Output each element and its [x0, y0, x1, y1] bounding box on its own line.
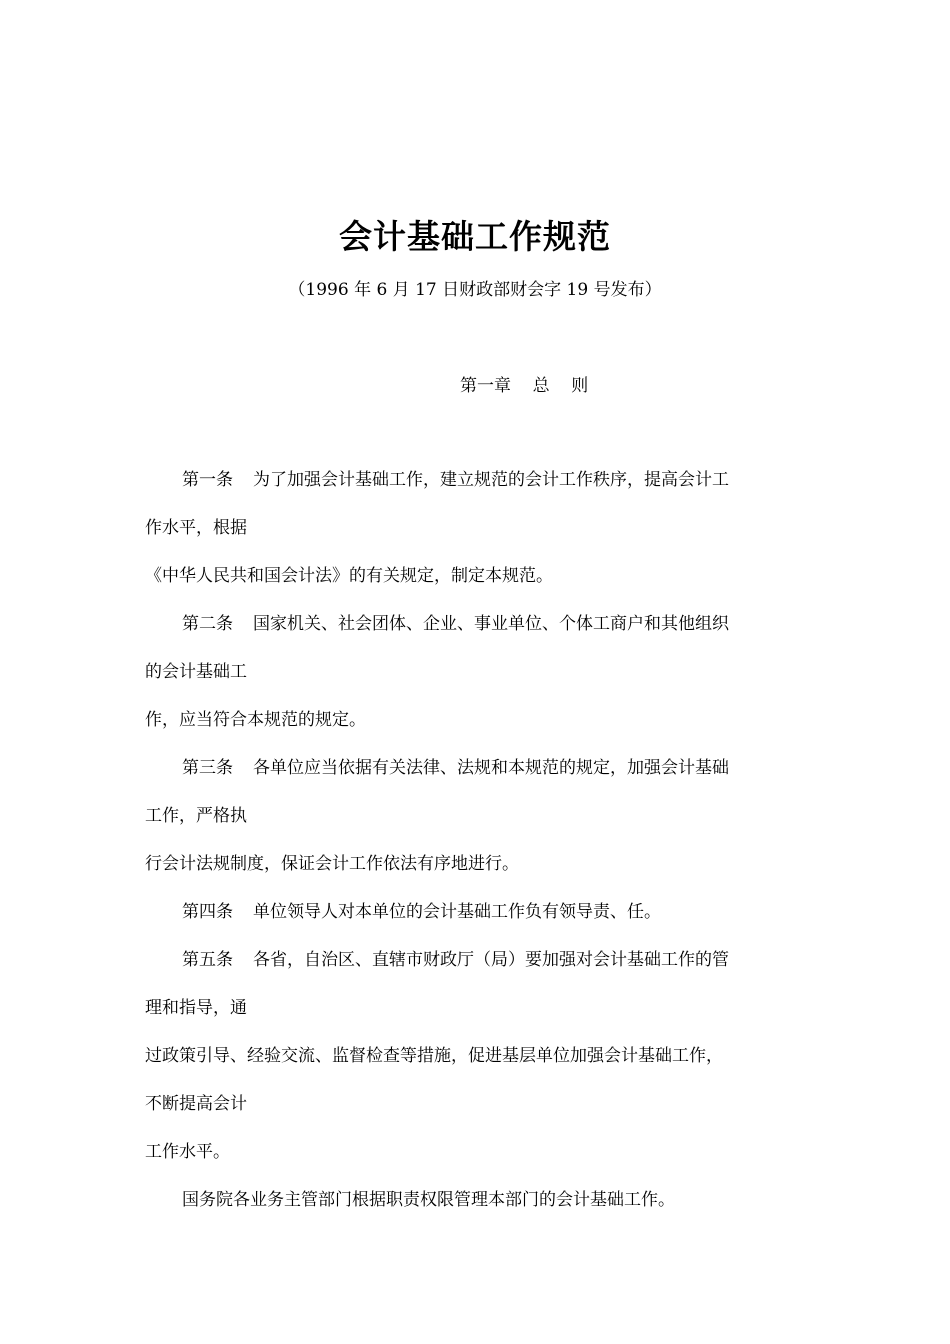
article-number: 第三条: [182, 758, 233, 778]
article-text: 各省，自治区、直辖市财政厅（局）要加强对会计基础工作的管: [253, 950, 729, 970]
article-text: 单位领导人对本单位的会计基础工作负有领导责、任。: [253, 902, 661, 922]
article-2-line-2: 的会计基础工: [145, 662, 247, 682]
article-text: 为了加强会计基础工作，建立规范的会计工作秩序，提高会计工: [253, 470, 729, 490]
article-5-line-5: 工作水平。: [145, 1142, 230, 1162]
article-2-line-1: [145, 607, 805, 655]
article-3-line-3: 行会计法规制度，保证会计工作依法有序地进行。: [145, 854, 519, 874]
article-number: 第二条: [182, 614, 233, 634]
document-subtitle: （1996 年 6 月 17 日财政部财会字 19 号发布）: [288, 280, 662, 300]
article-1-line-1: [145, 463, 805, 511]
closing-paragraph: 国务院各业务主管部门根据职责权限管理本部门的会计基础工作。: [182, 1190, 675, 1210]
article-5-line-3: 过政策引导、经验交流、监督检查等措施，促进基层单位加强会计基础工作，: [145, 1046, 723, 1066]
article-1-line-2: 作水平，根据: [145, 518, 247, 538]
article-number: 第四条: [182, 902, 233, 922]
document-title: 会计基础工作规范: [339, 217, 611, 256]
article-5-line-2: 理和指导，通: [145, 998, 247, 1018]
article-3-line-1: [145, 751, 805, 799]
article-text: 国家机关、社会团体、企业、事业单位、个体工商户和其他组织: [253, 614, 729, 634]
article-4-line-1: [145, 895, 805, 943]
article-number: 第一条: [182, 470, 233, 490]
chapter-heading: 第一章 总 则: [460, 376, 589, 396]
article-5-line-1: [145, 943, 805, 991]
article-5-line-4: 不断提高会计: [145, 1094, 247, 1114]
article-number: 第五条: [182, 950, 233, 970]
document-body: [145, 463, 805, 1231]
article-1-line-3: 《中华人民共和国会计法》的有关规定，制定本规范。: [145, 566, 553, 586]
article-2-line-3: 作，应当符合本规范的规定。: [145, 710, 366, 730]
article-text: 各单位应当依据有关法律、法规和本规范的规定，加强会计基础: [253, 758, 729, 778]
article-3-line-2: 工作，严格执: [145, 806, 247, 826]
